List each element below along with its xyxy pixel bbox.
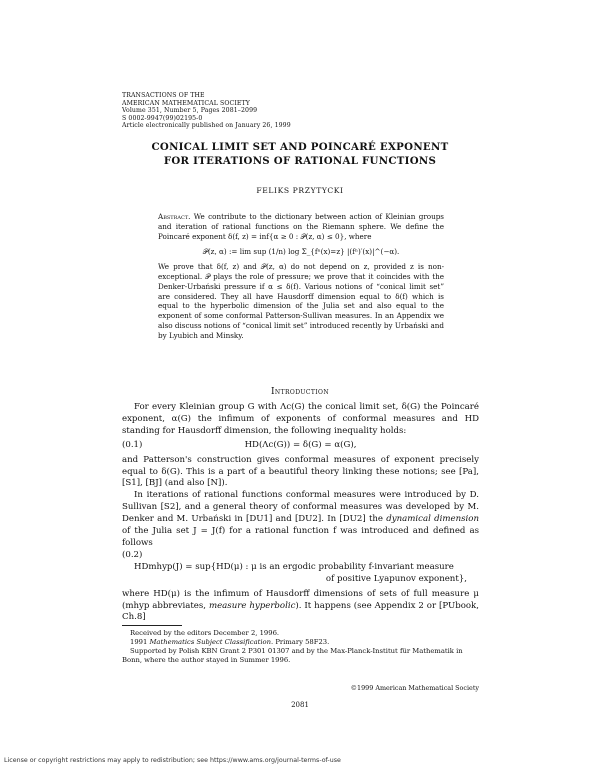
footnote-msc: 1991 Mathematics Subject Classification. Primary 58F23. [130,638,330,646]
journal-volume: Volume 351, Number 5, Pages 2081–2099 [122,107,258,115]
copyright-notice: ©1999 American Mathematical Society [350,684,479,692]
body-text [122,402,479,624]
body-paragraph-3: In iterations of rational functions conformal measures were introduced by D. Sullivan [S2], and a general theory of conformal measures was developed by M. Denker and M. Urbański in [DU1] and [DU2]. In [DU2] the dynamical dimension of the Julia set J = J(f) for a rational function f was introduced and defined as follows [122,490,479,548]
equation-0-1 [122,440,479,452]
body-paragraph-4: where HD(μ) is the infimum of Hausdorff dimensions of sets of full measure μ (mhyp abbreviates, measure hyperbolic). It happens (see Appendix 2 or [PUbook, Ch.8] [122,588,479,623]
body-paragraph-1: For every Kleinian group G with Λc(G) the conical limit set, δ(G) the Poincaré exponent, α(G) the infimum of exponents of conformal measures and HD standing for Hausdorff dimension, the following inequality holds: [122,402,479,436]
abstract [158,212,444,341]
equation-0-2-line2: of positive Lyapunov exponent}, [325,573,467,584]
equation-0-2-number: (0.2) [122,549,143,560]
footnote-support: Supported by Polish KBN Grant 2 P301 01307 and by the Max-Planck-Institut für Mathematik in Bonn, where the author stayed in Summer 1996. [122,647,463,664]
license-notice: License or copyright restrictions may apply to redistribution; see https://www.ams.org/journal-terms-of-use [4,757,341,764]
footnote-rule [122,625,182,626]
title-line1: CONICAL LIMIT SET AND POINCARÉ EXPONENT [151,141,449,153]
journal-issn: S 0002-9947(99)02195-0 [122,114,203,122]
footnote-received: Received by the editors December 2, 1996. [130,629,280,637]
journal-name-line2: AMERICAN MATHEMATICAL SOCIETY [122,99,250,107]
abstract-text-1: We contribute to the dictionary between action of Kleinian groups and iteration of rational functions on the Riemann sphere. We define the Poincaré exponent δ(f, z) = inf{α ≥ 0 : 𝒫(z, α) ≤ 0}, where [158,212,444,241]
measure-hyperbolic-term: measure hyperbolic [208,600,296,611]
title-line2: FOR ITERATIONS OF RATIONAL FUNCTIONS [163,154,437,167]
paper-title [0,141,600,168]
equation-0-2-line1: HDmhyp(J) = sup{HD(μ) : μ is an ergodic probability f-invariant measure [134,561,454,572]
journal-name-line1: TRANSACTIONS OF THE [122,92,205,99]
equation-0-1-number: (0.1) [122,439,143,450]
author-name: FELIKS PRZYTYCKI [256,186,344,195]
footnotes [122,629,479,665]
journal-header [122,92,291,130]
page-number: 2081 [291,701,309,709]
journal-published: Article electronically published on January 26, 1999 [122,122,291,130]
section-title: Introduction [270,387,330,397]
body-paragraph-2: and Patterson's construction gives conformal measures of exponent precisely equal to δ(G). This is a part of a beautiful theory linking these notions; see [Pa], [S1], [BJ] (and also [N]). [122,454,479,489]
abstract-text-2: We prove that δ(f, z) and 𝒫(z, α) do not depend on z, provided z is non-exceptional. 𝒫 plays the role of pressure; we prove that it coincides with the Denker-Urbański pressure if α ≤ δ(f). Various notions of “conical limit set” are considered. They all have Hausdorff dimension equal to δ(f) which is equal to the hyperbolic dimension of the Julia set and also equal to the exponent of some conformal Patterson-Sullivan measures. In an Appendix we also discuss notions of “conical limit set” introduced recently by Urbański and by Lyubich and Minsky. [158,262,444,340]
equation-0-1-body: HD(Λc(G)) = δ(G) = α(G), [244,439,357,450]
abstract-equation: 𝒫(z, α) := lim sup (1/n) log Σ_{fⁿ(x)=z} |(fⁿ)′(x)|^(−α). [202,247,400,257]
dynamical-dimension-term: dynamical dimension [386,514,479,525]
abstract-label: Abstract. [158,212,191,221]
